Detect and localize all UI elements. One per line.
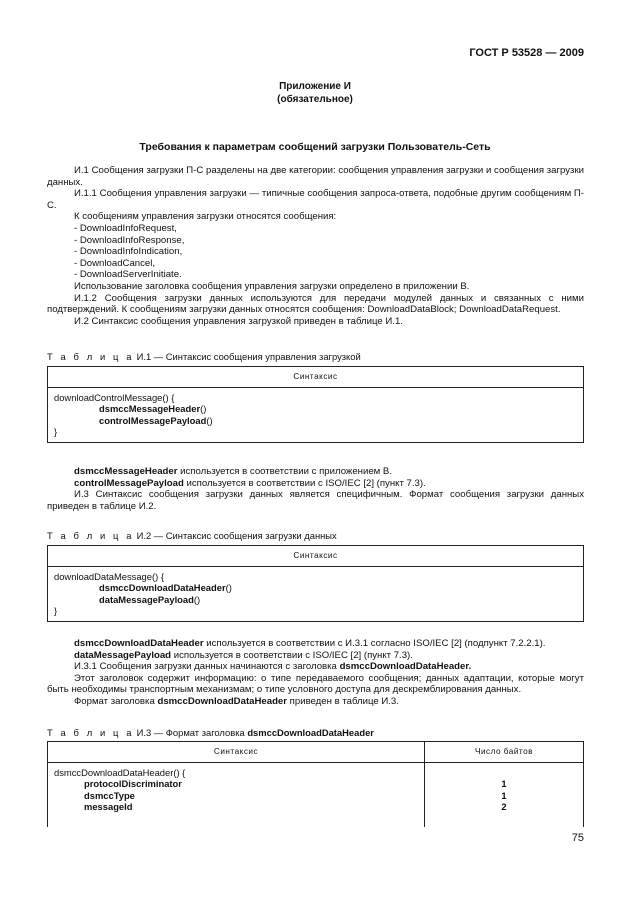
- table3-bytes-cell: [425, 763, 584, 828]
- appendix-status: (обязательное): [277, 94, 353, 105]
- caption-text: И.3 — Формат заголовка: [136, 727, 248, 738]
- table2-caption: [47, 530, 337, 541]
- paragraph: И.1 Сообщения загрузки П-С разделены на две категории: сообщения управления загрузки и сообщения загрузки данных.: [47, 165, 584, 188]
- standard-number: ГОСТ Р 53528 — 2009: [469, 47, 584, 59]
- code-field: dsmccMessageHeader: [99, 403, 201, 415]
- caption-label: Т а б л и ц а: [47, 351, 135, 362]
- paragraph: [47, 478, 584, 490]
- term: dsmccDownloadDataHeader: [74, 638, 204, 649]
- table3-caption: [47, 727, 374, 738]
- code-suffix: (): [206, 414, 213, 426]
- text: используется в соответствии с И.3.1 согласно ISO/IEC [2] (подпункт 7.2.2.1).: [203, 638, 546, 649]
- table2-body: [48, 567, 584, 622]
- code-line: dsmccDownloadDataHeader() {: [54, 767, 186, 778]
- paragraph: И.2 Синтаксис сообщения управления загрузкой приведен в таблице И.1.: [74, 315, 403, 327]
- table1-header: Синтаксис: [48, 367, 584, 388]
- table-3: [47, 741, 584, 827]
- list-item: - DownloadCancel,: [74, 257, 156, 269]
- code-line: downloadDataMessage() {: [54, 571, 164, 582]
- term: controlMessagePayload: [74, 477, 184, 489]
- paragraph: [47, 650, 584, 662]
- table3-col-bytes: Число байтов: [425, 742, 584, 763]
- table2-notes: [47, 638, 584, 708]
- code-field: protocolDiscriminator: [84, 778, 182, 790]
- term: dsmccDownloadDataHeader: [157, 695, 288, 707]
- paragraph: И.1.2 Сообщения загрузки данных используются для передачи модулей данных и связанных с ними подтверждений. К сообщениям загрузки данных относятся сообщения: DownloadDataBlock; DownloadDataRequest.: [47, 292, 584, 316]
- paragraph: И.3 Синтаксис сообщения загрузки данных является специфичным. Формат сообщения загрузки данных приведен в таблице И.2.: [47, 489, 584, 512]
- table2-header: Синтаксис: [48, 546, 584, 567]
- term: dataMessagePayload: [74, 649, 172, 661]
- table1-notes: [47, 466, 584, 512]
- appendix-title: Приложение И: [279, 81, 351, 92]
- table1-body: [48, 388, 584, 443]
- paragraph: [47, 696, 584, 708]
- text: приведен в таблице И.3.: [287, 695, 399, 707]
- byte-count: 2: [501, 801, 507, 813]
- code-line: }: [54, 605, 58, 617]
- text: используется в соответствии с приложением В.: [177, 466, 392, 477]
- code-suffix: (): [225, 582, 232, 594]
- term: dsmccMessageHeader: [74, 466, 178, 477]
- text: Формат заголовка: [74, 695, 158, 707]
- paragraph: [47, 638, 584, 650]
- code-suffix: (): [200, 403, 207, 415]
- code-suffix: (): [193, 593, 201, 605]
- table3-col-syntax: Синтаксис: [48, 742, 425, 763]
- intro-block: [47, 165, 584, 327]
- table1-caption: [47, 351, 361, 362]
- code-field: messageId: [84, 801, 133, 813]
- code-field: dsmccDownloadDataHeader: [99, 582, 226, 594]
- caption-label: Т а б л и ц а: [47, 727, 135, 738]
- paragraph: Этот заголовок содержит информацию: о типе передаваемого сообщения; данных адаптации, которые могут быть необходимы транспортным механизмам; о типе условного доступа для дескремблирования данных.: [47, 672, 584, 696]
- list-item: - DownloadInfoRequest,: [74, 222, 177, 234]
- code-field: controlMessagePayload: [99, 414, 207, 426]
- byte-count: 1: [501, 789, 507, 801]
- table-1: [47, 366, 584, 443]
- text: используется в соответствии с ISO/IEC [2] (пункт 7.3).: [183, 477, 426, 489]
- paragraph: Использование заголовка сообщения управления загрузки определено в приложении В.: [74, 280, 470, 292]
- caption-text: И.2 — Синтаксис сообщения загрузки данных: [136, 530, 337, 541]
- table3-syntax-cell: [48, 763, 425, 828]
- list-item: - DownloadInfoIndication,: [74, 246, 183, 258]
- code-line: downloadControlMessage() {: [54, 392, 175, 403]
- list-item: - DownloadInfoResponse,: [74, 234, 185, 246]
- text: И.3.1 Сообщения загрузки данных начинаются с заголовка: [74, 661, 340, 673]
- byte-count: 1: [501, 778, 507, 790]
- table-2: [47, 545, 584, 622]
- section-title: Требования к параметрам сообщений загрузки Пользователь-Сеть: [139, 141, 491, 153]
- caption-label: Т а б л и ц а: [47, 530, 135, 541]
- page-number: 75: [571, 832, 584, 844]
- code-field: dataMessagePayload: [99, 593, 194, 605]
- list-item: - DownloadServerInitiate.: [74, 269, 182, 281]
- paragraph: И.1.1 Сообщения управления загрузки — типичные сообщения запроса-ответа, подобные другим сообщениям П-С.: [47, 188, 584, 211]
- text: используется в соответствии с ISO/IEC [2] (пункт 7.3).: [171, 649, 413, 661]
- code-field: dsmccType: [84, 789, 135, 801]
- paragraph: [47, 466, 584, 478]
- caption-term: dsmccDownloadDataHeader: [247, 727, 374, 738]
- code-line: }: [54, 426, 58, 438]
- paragraph: К сообщениям управления загрузки относятся сообщения:: [74, 211, 337, 223]
- caption-text: И.1 — Синтаксис сообщения управления загрузкой: [136, 351, 361, 362]
- term: dsmccDownloadDataHeader.: [339, 661, 472, 673]
- paragraph: [47, 661, 584, 673]
